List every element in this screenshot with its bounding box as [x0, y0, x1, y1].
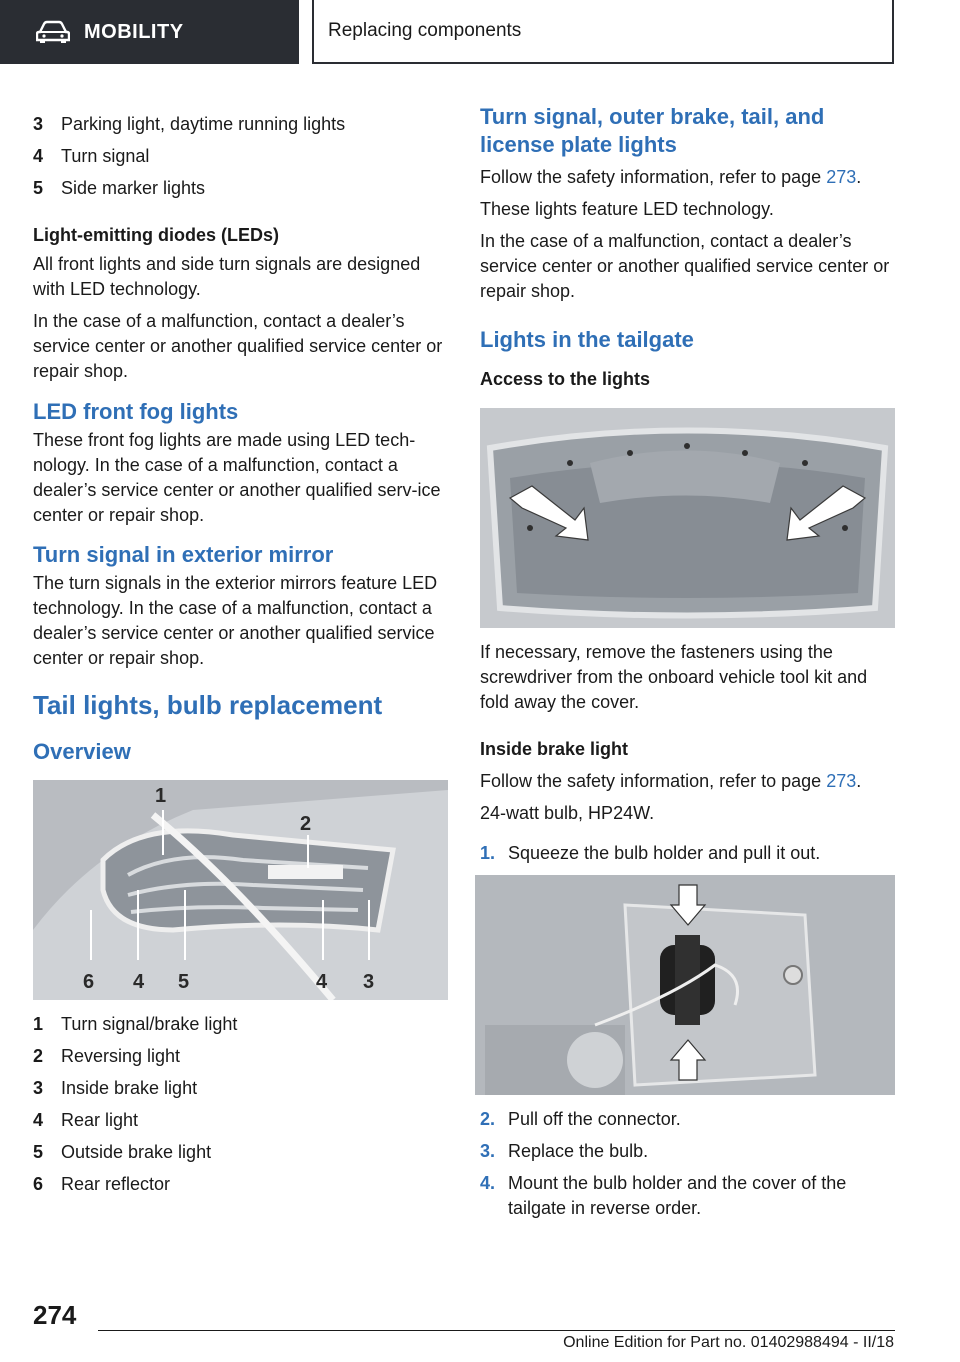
step-1-list: [480, 841, 895, 866]
list-item-text: Rear light: [61, 1110, 139, 1130]
list-item: [33, 1104, 448, 1136]
list-item-number: 3: [33, 114, 44, 134]
bulb-type-paragraph: 24-watt bulb, HP24W.: [480, 803, 655, 823]
list-item: [33, 1072, 448, 1104]
led-paragraph-2: In the case of a malfunction, contact a dealer’s service center or another qualified service center or repair shop.: [33, 311, 443, 381]
bulb-holder-figure: [475, 875, 895, 1095]
list-item-number: 3: [33, 1078, 44, 1098]
step-text: Squeeze the bulb holder and pull it out.: [508, 843, 821, 863]
list-item-text: Reversing light: [61, 1046, 181, 1066]
car-icon: [36, 20, 70, 44]
list-item: [33, 1040, 448, 1072]
figure-callout: 5: [178, 971, 190, 993]
safety-reference-punct: .: [856, 167, 862, 187]
step-number: 3.: [480, 1141, 496, 1161]
remaining-steps-list: [480, 1107, 895, 1221]
chapter-title: Replacing components: [328, 20, 522, 41]
figure-callout: 4: [133, 971, 145, 993]
page-number: 274: [33, 1300, 77, 1330]
list-item-text: Parking light, daytime running lights: [61, 114, 346, 134]
fog-lights-heading: LED front fog lights: [33, 399, 239, 424]
edition-note: Online Edition for Part no. 01402988494 - II/18: [563, 1334, 894, 1351]
list-item-number: 4: [33, 1110, 44, 1130]
tail-light-legend: [33, 1008, 448, 1200]
step-text: Mount the bulb holder and the cover of the tailgate in reverse order.: [508, 1173, 847, 1218]
list-item-text: Turn signal: [61, 146, 150, 166]
safety-reference-1: [480, 165, 895, 190]
step-text: Pull off the connector.: [508, 1109, 681, 1129]
list-item: [33, 172, 448, 204]
figure-callout: 4: [316, 971, 328, 993]
tailgate-cover-figure: [480, 408, 895, 628]
section-tab-label: MOBILITY: [84, 20, 184, 43]
list-item-number: 6: [33, 1174, 44, 1194]
right-column: [480, 103, 895, 1228]
safety-reference-text: Follow the safety information, refer to page: [480, 771, 827, 791]
access-subheading: Access to the lights: [480, 369, 651, 389]
mirror-turn-signal-heading: Turn signal in exterior mirror: [33, 542, 334, 567]
page-link[interactable]: 273: [826, 167, 857, 187]
led-paragraph-1: All front lights and side turn signals are designed with LED technology.: [33, 254, 421, 299]
figure-callout: 6: [83, 971, 95, 993]
list-item-text: Inside brake light: [61, 1078, 198, 1098]
step-number: 1.: [480, 843, 496, 863]
list-item-number: 5: [33, 178, 44, 198]
list-item-number: 4: [33, 146, 44, 166]
fog-lights-paragraph: These front fog lights are made using LED tech-nology. In the case of a malfunction, contact a dealer’s service center or another qualified serv-ice center or repair shop.: [33, 430, 441, 525]
list-item-text: Rear reflector: [61, 1174, 171, 1194]
section-tab-mobility[interactable]: [0, 0, 299, 64]
chapter-tab[interactable]: [312, 0, 894, 64]
led-technology-paragraph: These lights feature LED technology.: [480, 199, 774, 219]
malfunction-paragraph: In the case of a malfunction, contact a dealer’s service center or another qualified service center or repair shop.: [480, 231, 890, 301]
mirror-turn-signal-paragraph: The turn signals in the exterior mirrors feature LED technology. In the case of a malfunction, contact a dealer’s service center or another qualified service center or repair shop.: [33, 573, 438, 668]
tail-lights-heading: Tail lights, bulb replacement: [33, 690, 383, 720]
step-item: [480, 1139, 895, 1164]
list-item-number: 1: [33, 1014, 44, 1034]
list-item: [33, 140, 448, 172]
fasteners-paragraph: If necessary, remove the fasteners using the screwdriver from the onboard vehicle tool kit and fold away the cover.: [480, 642, 868, 712]
led-subheading: Light-emitting diodes (LEDs): [33, 225, 279, 245]
list-item: [33, 1168, 448, 1200]
safety-reference-2: [480, 769, 895, 794]
list-item: [33, 108, 448, 140]
list-item: [33, 1008, 448, 1040]
step-number: 2.: [480, 1109, 496, 1129]
footer-divider: [98, 1330, 895, 1331]
front-lights-list: [33, 108, 448, 204]
list-item-number: 2: [33, 1046, 44, 1066]
safety-reference-punct: .: [856, 771, 862, 791]
step-text: Replace the bulb.: [508, 1141, 649, 1161]
inside-brake-light-subheading: Inside brake light: [480, 739, 629, 759]
figure-callout: 1: [155, 785, 167, 807]
tail-light-overview-figure: [33, 780, 448, 1000]
turn-signal-lights-heading: Turn signal, outer brake, tail, and license plate lights: [480, 104, 825, 157]
list-item-text: Turn signal/brake light: [61, 1014, 238, 1034]
step-item: [480, 841, 895, 866]
page-link[interactable]: 273: [826, 771, 857, 791]
figure-callout: 3: [363, 971, 375, 993]
step-item: [480, 1107, 895, 1132]
step-number: 4.: [480, 1173, 496, 1193]
tailgate-lights-heading: Lights in the tailgate: [480, 327, 694, 352]
overview-heading: Overview: [33, 739, 131, 764]
safety-reference-text: Follow the safety information, refer to page: [480, 167, 827, 187]
list-item: [33, 1136, 448, 1168]
figure-callout: 2: [300, 813, 312, 835]
list-item-text: Side marker lights: [61, 178, 206, 198]
step-item: [480, 1171, 895, 1221]
left-column: [33, 108, 448, 1200]
list-item-text: Outside brake light: [61, 1142, 212, 1162]
page-header: [0, 0, 960, 66]
list-item-number: 5: [33, 1142, 44, 1162]
